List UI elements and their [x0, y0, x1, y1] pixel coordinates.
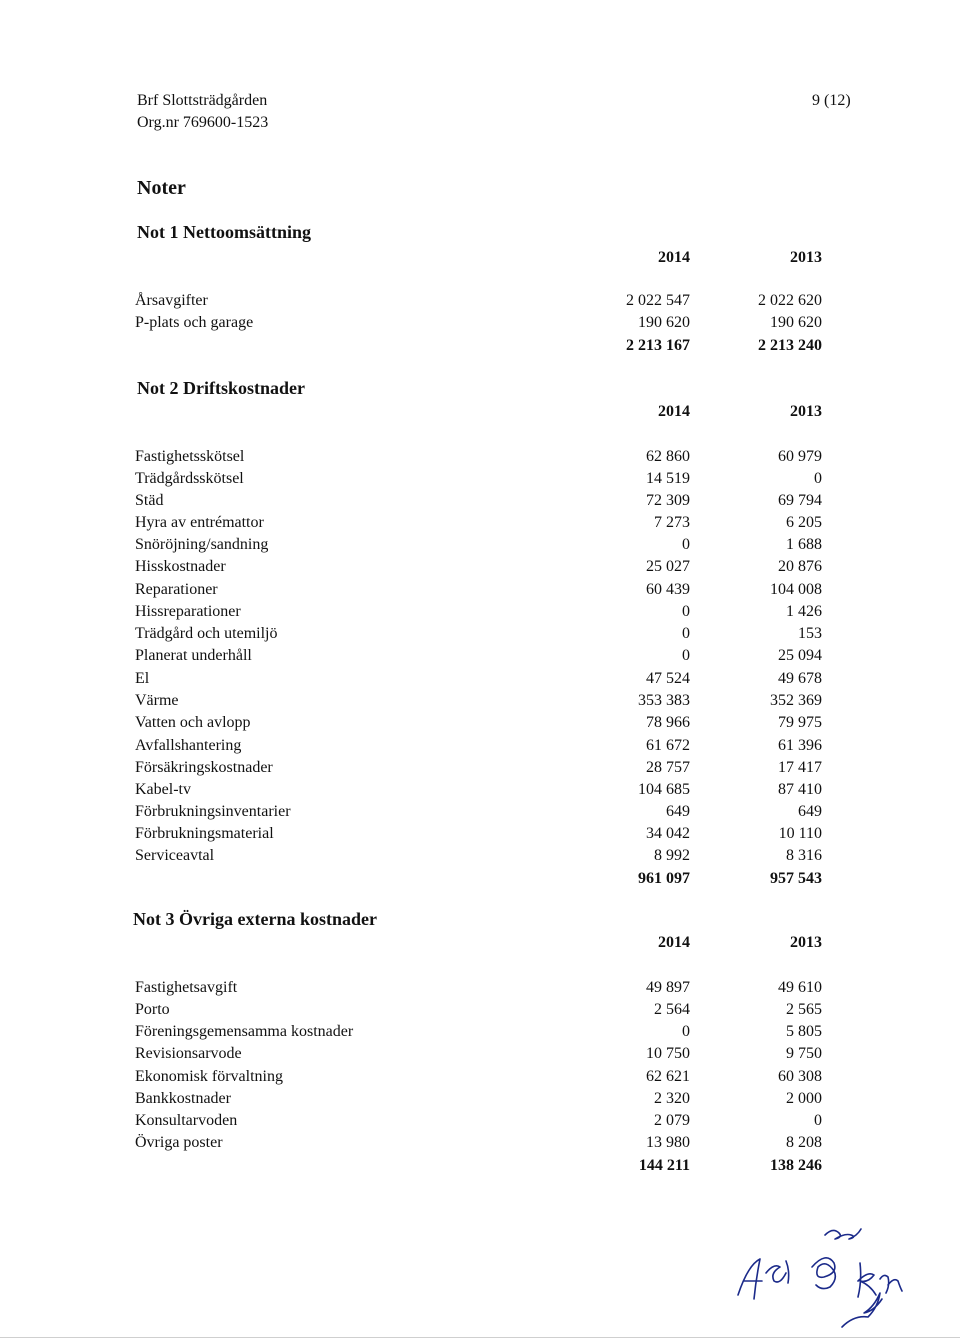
table-row	[0, 448, 960, 470]
page-title: Noter	[137, 177, 186, 199]
row-value-2014: 649	[666, 803, 690, 820]
table-row	[0, 670, 960, 692]
table-row	[0, 1134, 960, 1156]
table-row	[0, 803, 960, 825]
table-row	[0, 1023, 960, 1045]
table-row	[0, 558, 960, 580]
row-value-2014: 25 027	[646, 558, 690, 575]
note-3-col-2014: 2014	[658, 934, 690, 951]
row-label: Städ	[135, 492, 164, 509]
row-value-2014: 0	[682, 647, 690, 664]
row-label: Ekonomisk förvaltning	[135, 1068, 283, 1085]
row-label: Hissreparationer	[135, 603, 241, 620]
row-value-2014: 14 519	[646, 470, 690, 487]
row-value-2013: 0	[814, 470, 822, 487]
row-value-2014: 49 897	[646, 979, 690, 996]
total-2013: 957 543	[770, 870, 822, 887]
row-label: Hyra av entrémattor	[135, 514, 264, 531]
table-row	[0, 647, 960, 669]
row-value-2014: 61 672	[646, 737, 690, 754]
total-2014: 144 211	[638, 1157, 690, 1174]
org-name: Brf Slottsträdgården	[137, 92, 268, 109]
row-value-2013: 49 678	[778, 670, 822, 687]
row-label: Trädgård och utemiljö	[135, 625, 278, 642]
row-value-2013: 60 979	[778, 448, 822, 465]
row-value-2014: 0	[682, 603, 690, 620]
table-row	[0, 314, 960, 336]
row-value-2013: 87 410	[778, 781, 822, 798]
row-value-2013: 153	[798, 625, 822, 642]
row-value-2013: 9 750	[786, 1045, 822, 1062]
total-row	[0, 337, 960, 359]
row-label: Serviceavtal	[135, 847, 215, 864]
row-label: Föreningsgemensamma kostnader	[135, 1023, 354, 1040]
row-value-2014: 47 524	[646, 670, 690, 687]
row-label: Porto	[135, 1001, 170, 1018]
row-value-2014: 7 273	[654, 514, 690, 531]
table-row	[0, 1045, 960, 1067]
total-row	[0, 1157, 960, 1179]
bottom-edge-line	[0, 1337, 960, 1338]
note-2-title: Not 2 Driftskostnader	[137, 378, 305, 398]
row-value-2013: 17 417	[778, 759, 822, 776]
row-value-2014: 8 992	[654, 847, 690, 864]
table-row	[0, 781, 960, 803]
row-label: Konsultarvoden	[135, 1112, 238, 1129]
total-2014: 2 213 167	[626, 337, 690, 354]
table-row	[0, 847, 960, 869]
row-value-2014: 0	[682, 625, 690, 642]
row-value-2013: 25 094	[778, 647, 822, 664]
row-value-2014: 62 621	[646, 1068, 690, 1085]
row-label: Hisskostnader	[135, 558, 226, 575]
row-label: Revisionsarvode	[135, 1045, 242, 1062]
row-value-2014: 0	[682, 1023, 690, 1040]
row-value-2014: 72 309	[646, 492, 690, 509]
row-value-2014: 34 042	[646, 825, 690, 842]
org-number: Org.nr 769600-1523	[137, 114, 269, 131]
row-value-2013: 69 794	[778, 492, 822, 509]
row-value-2013: 6 205	[786, 514, 822, 531]
table-row	[0, 470, 960, 492]
row-value-2014: 2 564	[654, 1001, 690, 1018]
row-value-2014: 28 757	[646, 759, 690, 776]
row-label: El	[135, 670, 150, 687]
row-value-2014: 62 860	[646, 448, 690, 465]
row-label: Försäkringskostnader	[135, 759, 273, 776]
row-label: Värme	[135, 692, 179, 709]
row-label: Fastighetsskötsel	[135, 448, 245, 465]
row-value-2014: 13 980	[646, 1134, 690, 1151]
signature-icon	[730, 1215, 920, 1335]
row-label: Planerat underhåll	[135, 647, 252, 664]
table-row	[0, 737, 960, 759]
row-label: Fastighetsavgift	[135, 979, 238, 996]
table-row	[0, 825, 960, 847]
row-value-2013: 61 396	[778, 737, 822, 754]
row-value-2014: 78 966	[646, 714, 690, 731]
row-value-2013: 8 208	[786, 1134, 822, 1151]
note-2-col-2013: 2013	[790, 403, 822, 420]
note-1-title: Not 1 Nettoomsättning	[137, 222, 311, 242]
table-row	[0, 603, 960, 625]
total-2013: 138 246	[770, 1157, 822, 1174]
table-row	[0, 536, 960, 558]
row-label: Förbrukningsmaterial	[135, 825, 274, 842]
row-value-2013: 49 610	[778, 979, 822, 996]
table-row	[0, 692, 960, 714]
row-value-2013: 2 022 620	[758, 292, 822, 309]
row-label: Förbrukningsinventarier	[135, 803, 291, 820]
table-row	[0, 514, 960, 536]
row-value-2013: 0	[814, 1112, 822, 1129]
row-label: Snöröjning/sandning	[135, 536, 269, 553]
note-1-col-2013: 2013	[790, 249, 822, 266]
row-value-2013: 104 008	[770, 581, 822, 598]
total-2014: 961 097	[638, 870, 690, 887]
row-value-2013: 10 110	[778, 825, 822, 842]
row-value-2013: 190 620	[770, 314, 822, 331]
table-row	[0, 1112, 960, 1134]
note-1-col-2014: 2014	[658, 249, 690, 266]
row-value-2013: 20 876	[778, 558, 822, 575]
table-row	[0, 714, 960, 736]
page-number: 9 (12)	[812, 92, 851, 109]
row-label: Övriga poster	[135, 1134, 223, 1151]
row-label: Kabel-tv	[135, 781, 191, 798]
note-3-col-2013: 2013	[790, 934, 822, 951]
table-row	[0, 581, 960, 603]
row-value-2014: 104 685	[638, 781, 690, 798]
row-value-2013: 60 308	[778, 1068, 822, 1085]
row-value-2013: 2 000	[786, 1090, 822, 1107]
row-value-2014: 60 439	[646, 581, 690, 598]
table-row	[0, 1001, 960, 1023]
row-value-2013: 5 805	[786, 1023, 822, 1040]
table-row	[0, 1090, 960, 1112]
row-value-2014: 353 383	[638, 692, 690, 709]
row-value-2014: 190 620	[638, 314, 690, 331]
row-value-2013: 352 369	[770, 692, 822, 709]
total-row	[0, 870, 960, 892]
row-label: Bankkostnader	[135, 1090, 231, 1107]
row-value-2014: 2 079	[654, 1112, 690, 1129]
row-value-2014: 2 320	[654, 1090, 690, 1107]
row-label: P-plats och garage	[135, 314, 254, 331]
table-row	[0, 979, 960, 1001]
row-label: Reparationer	[135, 581, 218, 598]
table-row	[0, 759, 960, 781]
row-label: Trädgårdsskötsel	[135, 470, 244, 487]
row-value-2014: 0	[682, 536, 690, 553]
row-label: Årsavgifter	[135, 292, 208, 309]
row-value-2013: 2 565	[786, 1001, 822, 1018]
table-row	[0, 492, 960, 514]
table-row	[0, 625, 960, 647]
row-value-2013: 1 426	[786, 603, 822, 620]
row-value-2013: 649	[798, 803, 822, 820]
table-row	[0, 1068, 960, 1090]
row-label: Vatten och avlopp	[135, 714, 251, 731]
row-value-2014: 2 022 547	[626, 292, 690, 309]
row-label: Avfallshantering	[135, 737, 242, 754]
row-value-2013: 79 975	[778, 714, 822, 731]
row-value-2013: 1 688	[786, 536, 822, 553]
total-2013: 2 213 240	[758, 337, 822, 354]
row-value-2014: 10 750	[646, 1045, 690, 1062]
note-3-title: Not 3 Övriga externa kostnader	[133, 909, 377, 929]
table-row	[0, 292, 960, 314]
note-2-col-2014: 2014	[658, 403, 690, 420]
row-value-2013: 8 316	[786, 847, 822, 864]
